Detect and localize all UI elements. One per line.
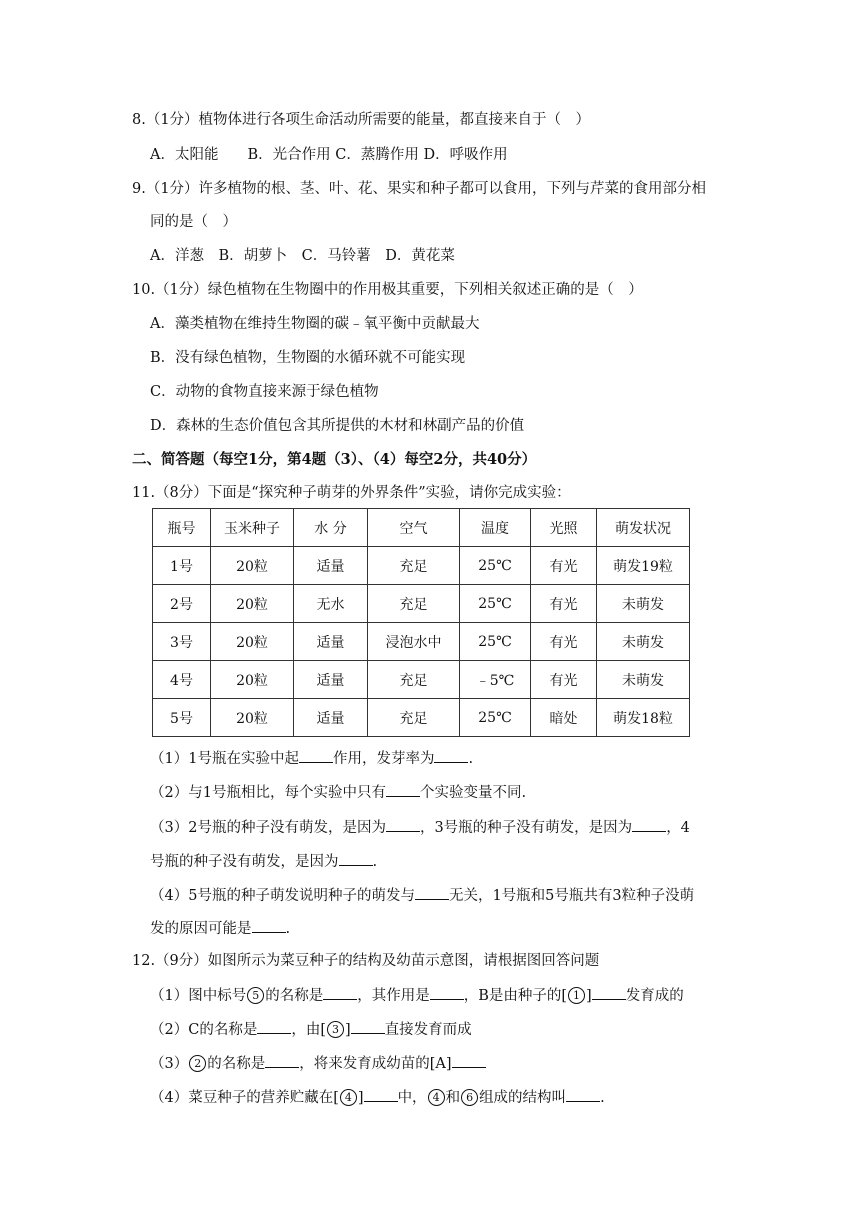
- circled-number: 2: [189, 1055, 206, 1072]
- table-cell: ﹣5℃: [460, 661, 531, 699]
- text: （1）1号瓶在实验中起: [150, 751, 299, 767]
- table-cell: 20粒: [211, 547, 294, 585]
- text: ，3号瓶的种子没有萌发，是因为: [419, 820, 633, 836]
- text: 个实验变量不同.: [419, 785, 527, 801]
- table-cell: 充足: [368, 699, 460, 737]
- table-header: 温度: [460, 509, 531, 547]
- table-cell: 有光: [531, 661, 597, 699]
- table-cell: 浸泡水中: [368, 623, 460, 661]
- table-header: 萌发状况: [597, 509, 690, 547]
- table-cell: 有光: [531, 547, 597, 585]
- table-header: 光照: [531, 509, 597, 547]
- circled-number: 6: [461, 1089, 478, 1106]
- q11-sub3-line2: [150, 851, 377, 872]
- text: 直接发育而成: [384, 1022, 472, 1038]
- q11-stem: 11.（8分）下面是“探究种子萌芽的外界条件”实验，请你完成实验：: [132, 485, 571, 501]
- q8-options: A．太阳能 B．光合作用 C．蒸腾作用 D．呼吸作用: [150, 147, 508, 163]
- q11-sub2: [150, 782, 526, 803]
- table-header: 水 分: [294, 509, 368, 547]
- table-cell: 未萌发: [597, 661, 690, 699]
- text: 的名称是: [265, 988, 324, 1004]
- table-cell: 有光: [531, 585, 597, 623]
- text: （1）图中标号: [150, 988, 247, 1004]
- table-row: [153, 699, 690, 737]
- table-cell: 20粒: [211, 623, 294, 661]
- text: ]: [345, 1022, 351, 1038]
- q12-sub1: [150, 985, 684, 1006]
- text: 中，: [397, 1090, 427, 1106]
- text: ]: [586, 988, 592, 1004]
- q12-stem: 12.（9分）如图所示为菜豆种子的结构及幼苗示意图，请根据图回答问题: [132, 953, 600, 969]
- table-cell: 适量: [294, 699, 368, 737]
- q10-option-d: D．森林的生态价值包含其所提供的木材和林副产品的价值: [150, 418, 525, 434]
- text: （4）菜豆种子的营养贮藏在[: [150, 1090, 339, 1106]
- table-cell: 20粒: [211, 661, 294, 699]
- answer-blank[interactable]: [364, 1087, 398, 1102]
- circled-number: 4: [428, 1089, 445, 1106]
- text: ，将来发育成幼苗的[A]: [299, 1056, 452, 1072]
- table-row: [153, 661, 690, 699]
- answer-blank[interactable]: [592, 985, 626, 1000]
- text: 发的原因可能是: [150, 921, 252, 937]
- q9-stem-line2: 同的是（ ）: [150, 214, 237, 230]
- q11-sub4-line1: [150, 885, 694, 906]
- table-header: 玉米种子: [211, 509, 294, 547]
- q10-option-c: C．动物的食物直接来源于绿色植物: [150, 384, 379, 400]
- table-cell: 5号: [153, 699, 211, 737]
- section-heading: 二、简答题（每空1分，第4题（3）、（4）每空2分，共40分）: [132, 451, 537, 468]
- text: 的名称是: [207, 1056, 266, 1072]
- answer-blank[interactable]: [252, 918, 286, 933]
- text: （3）: [150, 1056, 189, 1072]
- answer-blank[interactable]: [265, 1053, 299, 1068]
- table-cell: 25℃: [460, 699, 531, 737]
- table-header: 空气: [368, 509, 460, 547]
- table-cell: 1号: [153, 547, 211, 585]
- text: 组成的结构叫: [479, 1090, 567, 1106]
- table-cell: 未萌发: [597, 623, 690, 661]
- answer-blank[interactable]: [299, 748, 333, 763]
- text: 无关，1号瓶和5号瓶共有3粒种子没萌: [448, 888, 695, 904]
- q11-sub4-line2: [150, 918, 290, 939]
- table-cell: 萌发18粒: [597, 699, 690, 737]
- table-header-row: [153, 509, 690, 547]
- q8-stem: 8.（1分）植物体进行各项生命活动所需要的能量，都直接来自于（ ）: [132, 112, 591, 128]
- answer-blank[interactable]: [434, 748, 468, 763]
- text: 和: [445, 1090, 461, 1106]
- text: （4）5号瓶的种子萌发说明种子的萌发与: [150, 888, 415, 904]
- answer-blank[interactable]: [257, 1019, 291, 1034]
- answer-blank[interactable]: [430, 985, 464, 1000]
- answer-blank[interactable]: [386, 817, 420, 832]
- q10-stem: 10.（1分）绿色植物在生物圈中的作用极其重要，下列相关叙述正确的是（ ）: [132, 282, 643, 298]
- table-cell: 适量: [294, 623, 368, 661]
- experiment-table: [152, 508, 690, 737]
- circled-number: 5: [247, 987, 264, 1004]
- answer-blank[interactable]: [452, 1053, 486, 1068]
- answer-blank[interactable]: [339, 851, 373, 866]
- table-cell: 暗处: [531, 699, 597, 737]
- answer-blank[interactable]: [323, 985, 357, 1000]
- text: ，4: [666, 820, 690, 836]
- text: 发育成的: [625, 988, 684, 1004]
- table-cell: 25℃: [460, 623, 531, 661]
- table-cell: 有光: [531, 623, 597, 661]
- table-cell: 20粒: [211, 585, 294, 623]
- q12-sub2: [150, 1019, 472, 1040]
- answer-blank[interactable]: [566, 1087, 600, 1102]
- table-cell: 25℃: [460, 585, 531, 623]
- table-row: [153, 547, 690, 585]
- text: .: [372, 854, 378, 870]
- table-cell: 适量: [294, 547, 368, 585]
- table-cell: 萌发19粒: [597, 547, 690, 585]
- q12-sub4: [150, 1087, 605, 1108]
- q9-options: A．洋葱 B．胡萝卜 C．马铃薯 D．黄花菜: [150, 248, 455, 264]
- table-cell: 充足: [368, 585, 460, 623]
- table-cell: 未萌发: [597, 585, 690, 623]
- answer-blank[interactable]: [351, 1019, 385, 1034]
- table-row: [153, 585, 690, 623]
- table-cell: 无水: [294, 585, 368, 623]
- q11-sub1: [150, 748, 473, 769]
- text: .: [285, 921, 291, 937]
- text: 作用，发芽率为: [332, 751, 435, 767]
- text: .: [600, 1090, 605, 1106]
- q10-option-a: A．藻类植物在维持生物圈的碳﹣氧平衡中贡献最大: [150, 316, 480, 332]
- text: （3）2号瓶的种子没有萌发，是因为: [150, 820, 386, 836]
- table-cell: 25℃: [460, 547, 531, 585]
- q12-sub3: [150, 1053, 486, 1074]
- table-cell: 4号: [153, 661, 211, 699]
- table-cell: 适量: [294, 661, 368, 699]
- text: .: [468, 751, 474, 767]
- circled-number: 1: [568, 987, 585, 1004]
- text: （2）与1号瓶相比，每个实验中只有: [150, 785, 386, 801]
- text: ]: [357, 1090, 364, 1106]
- text: ，其作用是: [357, 988, 430, 1004]
- text: 号瓶的种子没有萌发，是因为: [150, 854, 339, 870]
- circled-number: 4: [340, 1089, 357, 1106]
- circled-number: 3: [327, 1021, 344, 1038]
- table-row: [153, 623, 690, 661]
- text: ，B是由种子的[: [463, 988, 568, 1004]
- table-cell: 充足: [368, 547, 460, 585]
- q10-option-b: B．没有绿色植物，生物圈的水循环就不可能实现: [150, 350, 466, 366]
- answer-blank[interactable]: [386, 782, 420, 797]
- q9-stem-line1: 9.（1分）许多植物的根、茎、叶、花、果实和种子都可以食用，下列与芹菜的食用部分相: [132, 181, 707, 197]
- table-cell: 20粒: [211, 699, 294, 737]
- text: ，由[: [291, 1022, 326, 1038]
- q11-sub3-line1: [150, 817, 690, 838]
- text: （2）C的名称是: [150, 1022, 258, 1038]
- table-header: 瓶号: [153, 509, 211, 547]
- table-cell: 3号: [153, 623, 211, 661]
- table-cell: 充足: [368, 661, 460, 699]
- table-cell: 2号: [153, 585, 211, 623]
- answer-blank[interactable]: [632, 817, 666, 832]
- answer-blank[interactable]: [415, 885, 449, 900]
